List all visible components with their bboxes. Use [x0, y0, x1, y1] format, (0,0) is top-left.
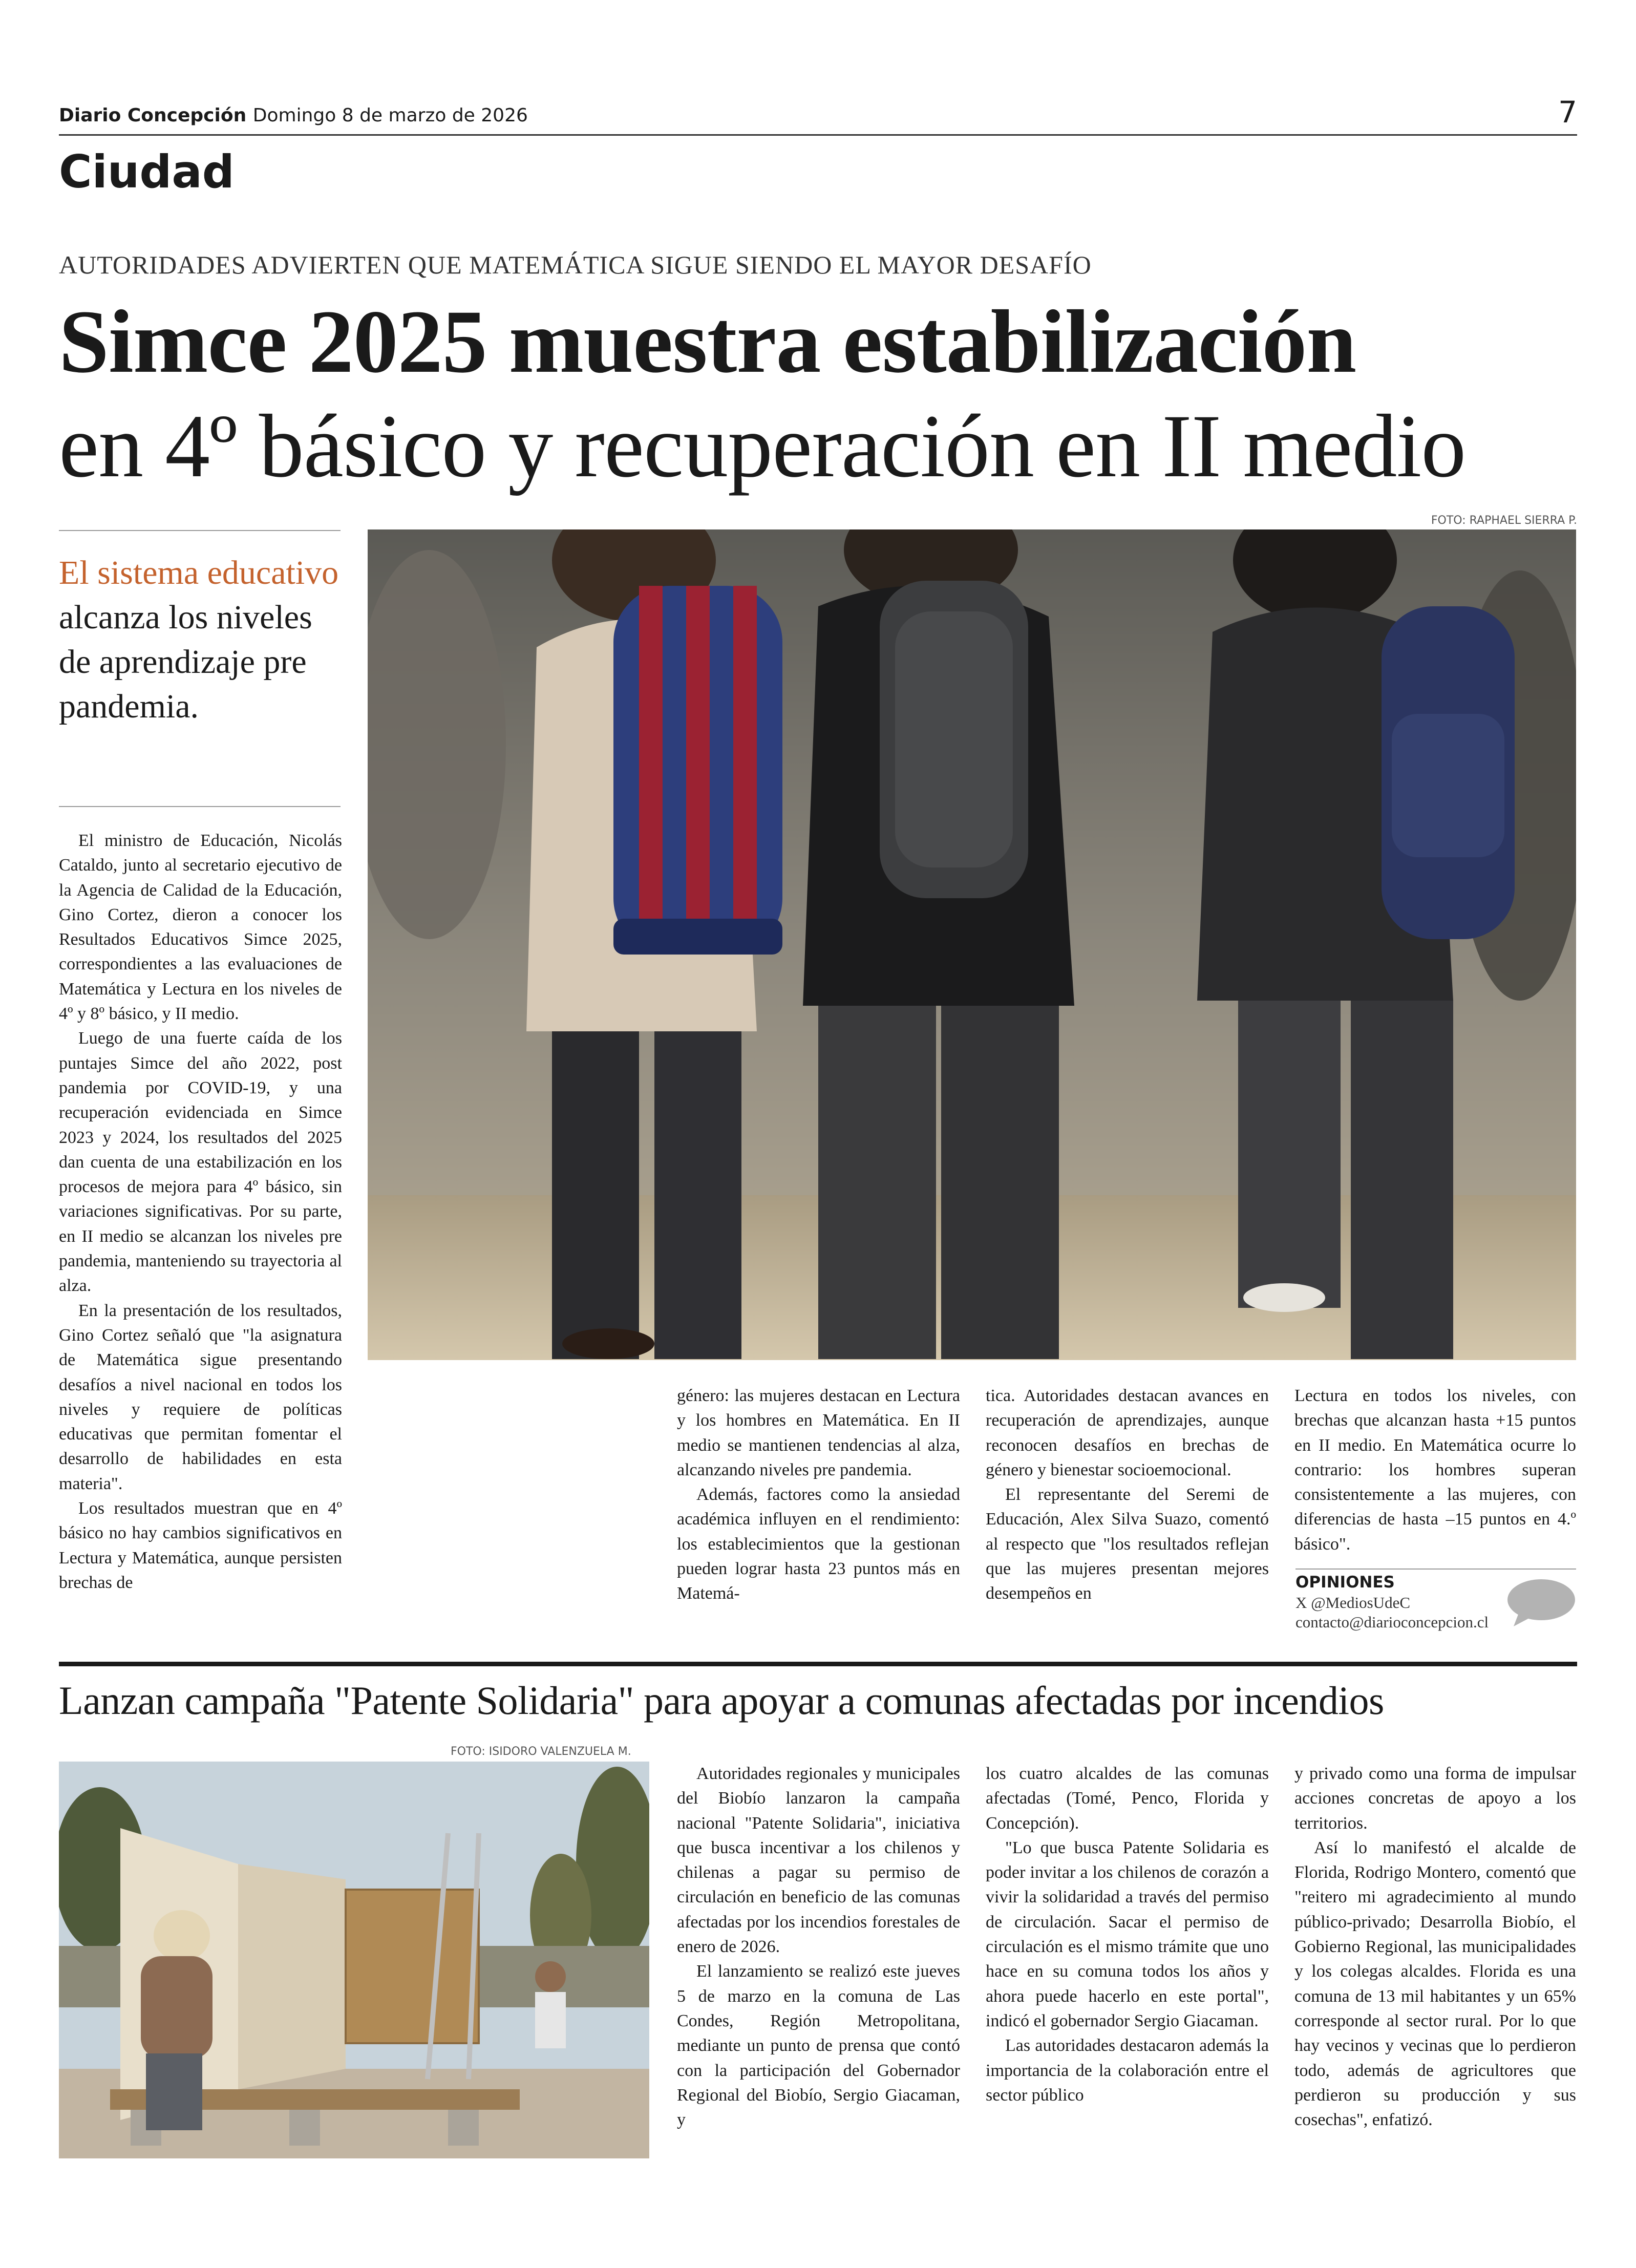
headline-line-2: en 4º básico y recuperación en II medio [59, 396, 1466, 496]
paragraph: Así lo manifestó el alcalde de Florida, Rodrigo Montero, comentó que "reitero mi agradecimiento al mundo público-privado; Desarrolla Biobío, el Gobierno Regional, las municipalidades y los colegas alcaldes. Florida es una comuna de 13 mil habitantes y un 65% corresponde al sector rural. Por lo que hay vecinos y vecinas que lo perdieron todo, además de agricultores que perdieron su producción y sus cosechas", enfatizó. [1294, 1838, 1576, 2130]
header-rule [59, 134, 1577, 136]
opinions-email[interactable]: contacto@diarioconcepcion.cl [1295, 1613, 1489, 1631]
paragraph: y privado como una forma de impulsar acciones concretas de apoyo a los territorios. [1294, 1764, 1576, 1833]
main-photo [368, 529, 1576, 1360]
second-photo [59, 1762, 649, 2158]
section-title: Ciudad [59, 145, 235, 198]
paragraph: Las autoridades destacaron además la importancia de la colaboración entre el sector público [986, 2036, 1269, 2105]
story-separator [59, 1662, 1577, 1666]
main-column-3 [986, 1384, 1269, 1606]
lead-text [59, 550, 346, 729]
lead-accent: El sistema educativo [59, 554, 339, 591]
lead-rule-top [59, 530, 341, 531]
paragraph: En la presentación de los resultados, Gino Cortez señaló que "la asignatura de Matemática sigue presentando desafíos a nivel nacional en todos los niveles y requiere de políticas educativas que permitan fomentar el desarrollo de habilidades en esta materia". [59, 1301, 342, 1493]
lead-rule-bottom [59, 806, 341, 807]
opinions-handle[interactable]: X @MediosUdeC [1295, 1594, 1411, 1612]
story-kicker: AUTORIDADES ADVIERTEN QUE MATEMÁTICA SIGUE SIENDO EL MAYOR DESAFÍO [59, 250, 1092, 279]
paragraph: género: las mujeres destacan en Lectura y los hombres en Matemática. En II medio se mantienen tendencias al alza, alcanzando niveles pre pandemia. [677, 1386, 960, 1479]
opinions-rule [1295, 1568, 1576, 1570]
opinions-title: OPINIONES [1295, 1573, 1395, 1592]
main-column-4 [1294, 1384, 1576, 1557]
second-headline: Lanzan campaña "Patente Solidaria" para apoyar a comunas afectadas por incendios [59, 1678, 1384, 1723]
paragraph: Autoridades regionales y municipales del Biobío lanzaron la campaña nacional "Patente Solidaria", iniciativa que busca incentivar a los chilenos y chilenas a pagar su permiso de circulación en beneficio de las comunas afectadas por los incendios forestales de enero de 2026. [677, 1764, 960, 1957]
paragraph: El ministro de Educación, Nicolás Cataldo, junto al secretario ejecutivo de la Agencia de Calidad de la Educación, Gino Cortez, dieron a conocer los Resultados Educativos Simce 2025, correspondientes a las evaluaciones de Matemática y Lectura en los niveles de 4º y 8º básico, y II medio. [59, 831, 342, 1024]
issue-date: Domingo 8 de marzo de 2026 [252, 105, 528, 126]
masthead [59, 105, 528, 126]
main-column-1 [59, 829, 342, 1595]
paragraph: Lectura en todos los niveles, con brechas que alcanzan hasta +15 puntos en II medio. En Matemática ocurre lo contrario: los hombres superan consistentemente a las mujeres, con diferencias de hasta –15 puntos en 4.º básico". [1294, 1386, 1576, 1554]
photo-credit-2: FOTO: ISIDORO VALENZUELA M. [451, 1745, 631, 1758]
lead-rest: alcanza los niveles de aprendizaje pre pandemia. [59, 599, 312, 725]
paragraph: Además, factores como la ansiedad académica influyen en el rendimiento: los establecimientos que la gestionan pueden lograr hasta 23 puntos más en Matemá- [677, 1485, 960, 1603]
paragraph: El lanzamiento se realizó este jueves 5 de marzo en la comuna de Las Condes, Región Metropolitana, mediante un punto de prensa que contó con la participación del Gobernador Regional del Biobío, Sergio Giacaman, y [677, 1962, 960, 2130]
paper-name: Diario Concepción [59, 105, 247, 126]
paragraph: Luego de una fuerte caída de los puntajes Simce del año 2022, post pandemia por COVID-19, y una recuperación evidenciada en Simce 2023 y 2024, los resultados del 2025 dan cuenta de una estabilización en los procesos de mejora para 4º básico, sin variaciones significativas. Por su parte, en II medio se alcanzan los niveles pre pandemia, manteniendo su trayectoria al alza. [59, 1029, 342, 1296]
headline-line-1: Simce 2025 muestra estabilización [59, 292, 1356, 392]
main-column-2 [677, 1384, 960, 1606]
photo-credit: FOTO: RAPHAEL SIERRA P. [1431, 514, 1577, 527]
paragraph: "Lo que busca Patente Solidaria es poder invitar a los chilenos de corazón a vivir la solidaridad a través del permiso de circulación. Sacar el permiso de circulación es el mismo trámite que uno hace en su comuna todos los años y ahora puede hacerlo en este portal", indicó el gobernador Sergio Giacaman. [986, 1838, 1269, 2030]
students-with-backpacks-illustration [368, 529, 1576, 1360]
speech-bubble-icon [1504, 1577, 1576, 1631]
paragraph: Los resultados muestran que en 4º básico no hay cambios significativos en Lectura y Matemática, aunque persisten brechas de [59, 1499, 342, 1592]
paragraph: los cuatro alcaldes de las comunas afectadas (Tomé, Penco, Florida y Concepción). [986, 1764, 1269, 1833]
second-column-1 [677, 1762, 960, 2132]
second-column-2 [986, 1762, 1269, 2108]
page-number: 7 [1558, 95, 1577, 130]
house-construction-illustration [59, 1762, 649, 2158]
paragraph: El representante del Seremi de Educación, Alex Silva Suazo, comentó al respecto que "los resultados reflejan que las mujeres presentan mejores desempeños en [986, 1485, 1269, 1603]
paragraph: tica. Autoridades destacan avances en recuperación de aprendizajes, aunque reconocen desafíos en brechas de género y bienestar socioemocional. [986, 1386, 1269, 1479]
second-column-3 [1294, 1762, 1576, 2132]
